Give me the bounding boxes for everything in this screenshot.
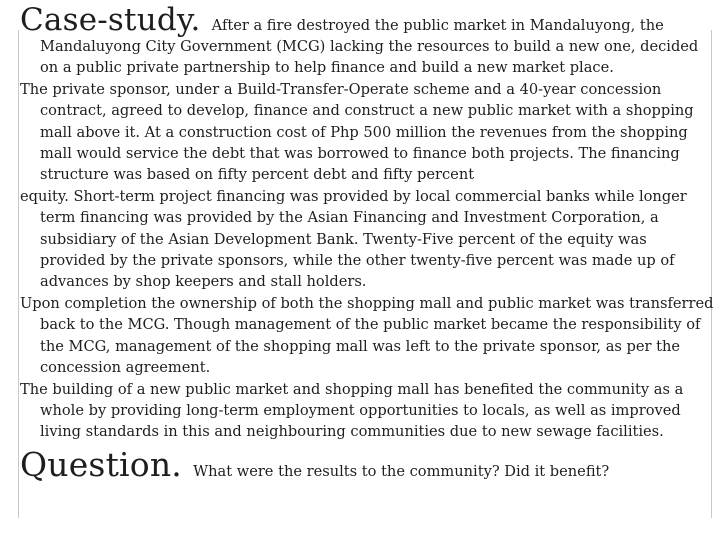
paragraph-mcg: Mandaluyong City Government (MCG) lacking the resources to build a new one, decided on a public private partnership to help finance and build a new market place. xyxy=(40,38,699,77)
question-line xyxy=(20,445,714,485)
case-study-heading: Case-study. xyxy=(20,2,201,38)
paragraph-private-sponsor: The private sponsor, under a Build-Transfer-Operate scheme and a 40-year concession contract, agreed to develop, finance and construct a new public market with a shopping mall above it. At a construction cost of Php 500 million the revenues from the shopping mall would service the debt that was borrowed to finance both projects. The financing structure was based on fifty percent debt and fifty percent xyxy=(20,80,694,184)
case-study-intro: After a fire destroyed the public market in Mandaluyong, the xyxy=(211,17,664,34)
paragraph-financing: equity. Short-term project financing was provided by local commercial banks while longer term financing was provided by the Asian Financing and Investment Corporation, a subsidiary of the Asian Development Bank. Twenty-Five percent of the equity was provided by the private sponsors, while the other twenty-five percent was made up of advances by shop keepers and stall holders. xyxy=(20,187,687,291)
question-heading: Question. xyxy=(20,444,182,484)
case-study-line xyxy=(20,2,714,38)
paragraph-benefits: The building of a new public market and shopping mall has benefited the community as a whole by providing long-term employment opportunities to locals, as well as improved living standards in this and neighbouring communities due to new sewage facilities. xyxy=(20,380,684,441)
question-text: What were the results to the community? Did it benefit? xyxy=(193,462,610,480)
paragraph-ownership: Upon completion the ownership of both the shopping mall and public market was transferred back to the MCG. Though management of the public market became the responsibility of the MCG, management of the shopping mall was left to the private sponsor, as per the concession agreement. xyxy=(20,294,714,377)
slide-content xyxy=(20,2,714,485)
frame-left-line xyxy=(18,30,19,518)
